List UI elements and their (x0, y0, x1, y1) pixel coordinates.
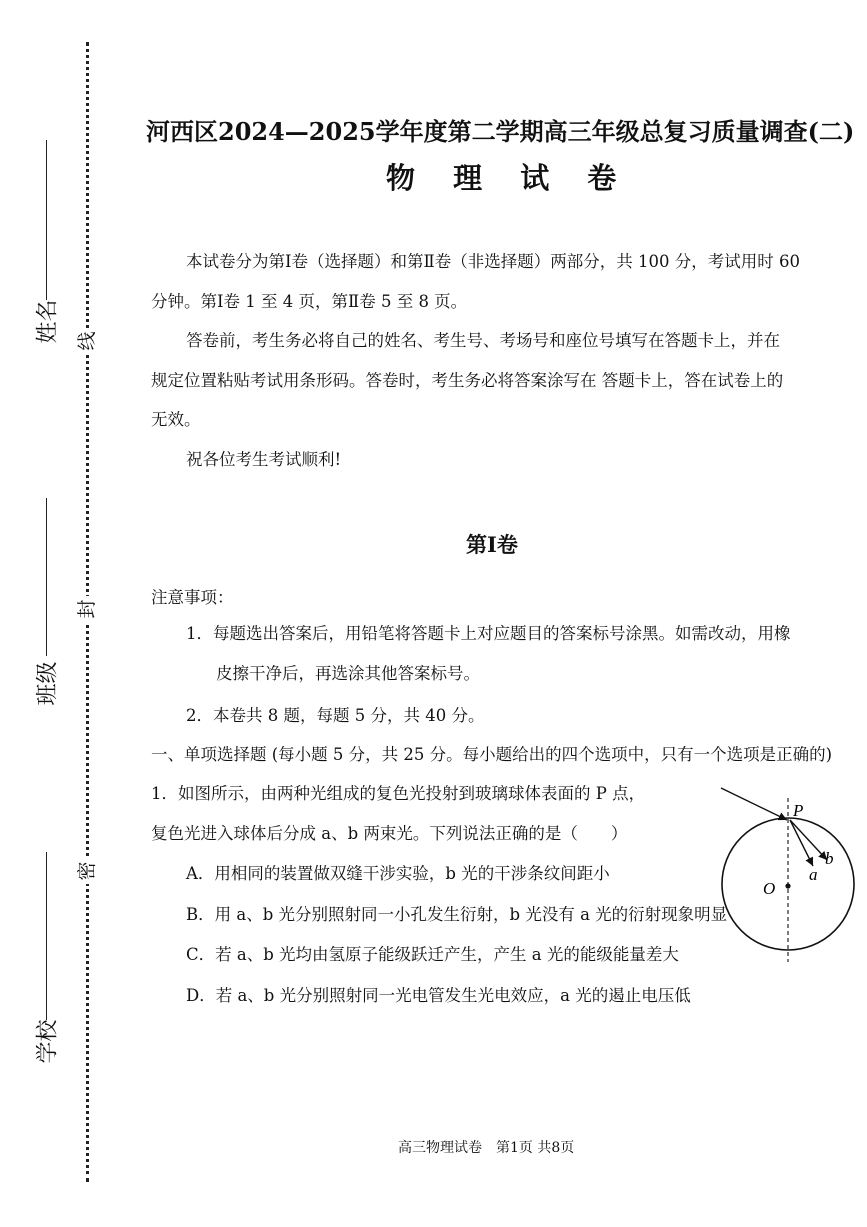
q1-stem-line-2: 复色光进入球体后分成 a、b 两束光。下列说法正确的是（ ） (151, 824, 628, 843)
center-point (785, 883, 790, 888)
section-heading: 一、单项选择题 (每小题 5 分，共 25 分。每小题给出的四个选项中，只有一个选项是正确的) (151, 745, 833, 764)
intro-line-2: 分钟。第Ⅰ卷 1 至 4 页，第Ⅱ卷 5 至 8 页。 (151, 292, 468, 311)
exam-title: 河西区2024—2025学年度第二学期高三年级总复习质量调查(二) (146, 117, 855, 146)
label-p: P (793, 801, 804, 820)
q1-option-d: D．若 a、b 光分别照射同一光电管发生光电效应，a 光的遏止电压低 (186, 986, 691, 1005)
subject-title: 物 理 试 卷 (386, 161, 631, 195)
name-label: 姓名 (35, 299, 61, 344)
note-1-line-2: 皮擦干净后，再选涂其他答案标号。 (216, 664, 480, 683)
intro-line-5: 无效。 (151, 410, 201, 429)
page-footer: 高三物理试卷 第1页 共8页 (398, 1140, 575, 1156)
name-write-line (46, 140, 47, 300)
school-label: 学校 (35, 1019, 61, 1064)
q1-option-c: C．若 a、b 光均由氢原子能级跃迁产生，产生 a 光的能级能量差大 (186, 945, 679, 964)
note-2: 2．本卷共 8 题，每题 5 分，共 40 分。 (186, 706, 485, 725)
class-label: 班级 (35, 661, 61, 706)
notes-heading: 注意事项： (151, 588, 234, 607)
intro-line-6: 祝各位考生考试顺利! (186, 450, 342, 469)
label-a: a (809, 865, 818, 884)
q1-option-b: B．用 a、b 光分别照射同一小孔发生衍射，b 光没有 a 光的衍射现象明显 (186, 905, 728, 924)
q1-stem-line-1: 1．如图所示，由两种光组成的复色光投射到玻璃球体表面的 P 点， (151, 784, 646, 803)
intro-line-1: 本试卷分为第Ⅰ卷（选择题）和第Ⅱ卷（非选择题）两部分，共 100 分，考试用时 60 (186, 252, 800, 271)
part1-title: 第Ⅰ卷 (466, 532, 518, 557)
intro-line-4: 规定位置粘贴考试用条形码。答卷时，考生务必将答案涂写在 答题卡上，答在试卷上的 (151, 371, 784, 390)
note-1-line-1: 1．每题选出答案后，用铅笔将答题卡上对应题目的答案标号涂黑。如需改动，用橡 (186, 624, 791, 643)
school-write-line (46, 852, 47, 1020)
intro-line-3: 答卷前，考生务必将自己的姓名、考生号、考场号和座位号填写在答题卡上，并在 (186, 331, 780, 350)
incident-ray (721, 788, 787, 820)
margin-word-line: 线 (74, 328, 100, 354)
label-b: b (825, 849, 834, 868)
margin-word-seal: 封 (74, 596, 100, 622)
glass-sphere-diagram (715, 780, 865, 965)
margin-word-secret: 密 (74, 858, 100, 884)
class-write-line (46, 498, 47, 656)
label-o: O (763, 879, 776, 898)
q1-option-a: A．用相同的装置做双缝干涉实验，b 光的干涉条纹间距小 (186, 864, 610, 883)
ray-a (790, 820, 813, 866)
ray-b (790, 820, 827, 860)
